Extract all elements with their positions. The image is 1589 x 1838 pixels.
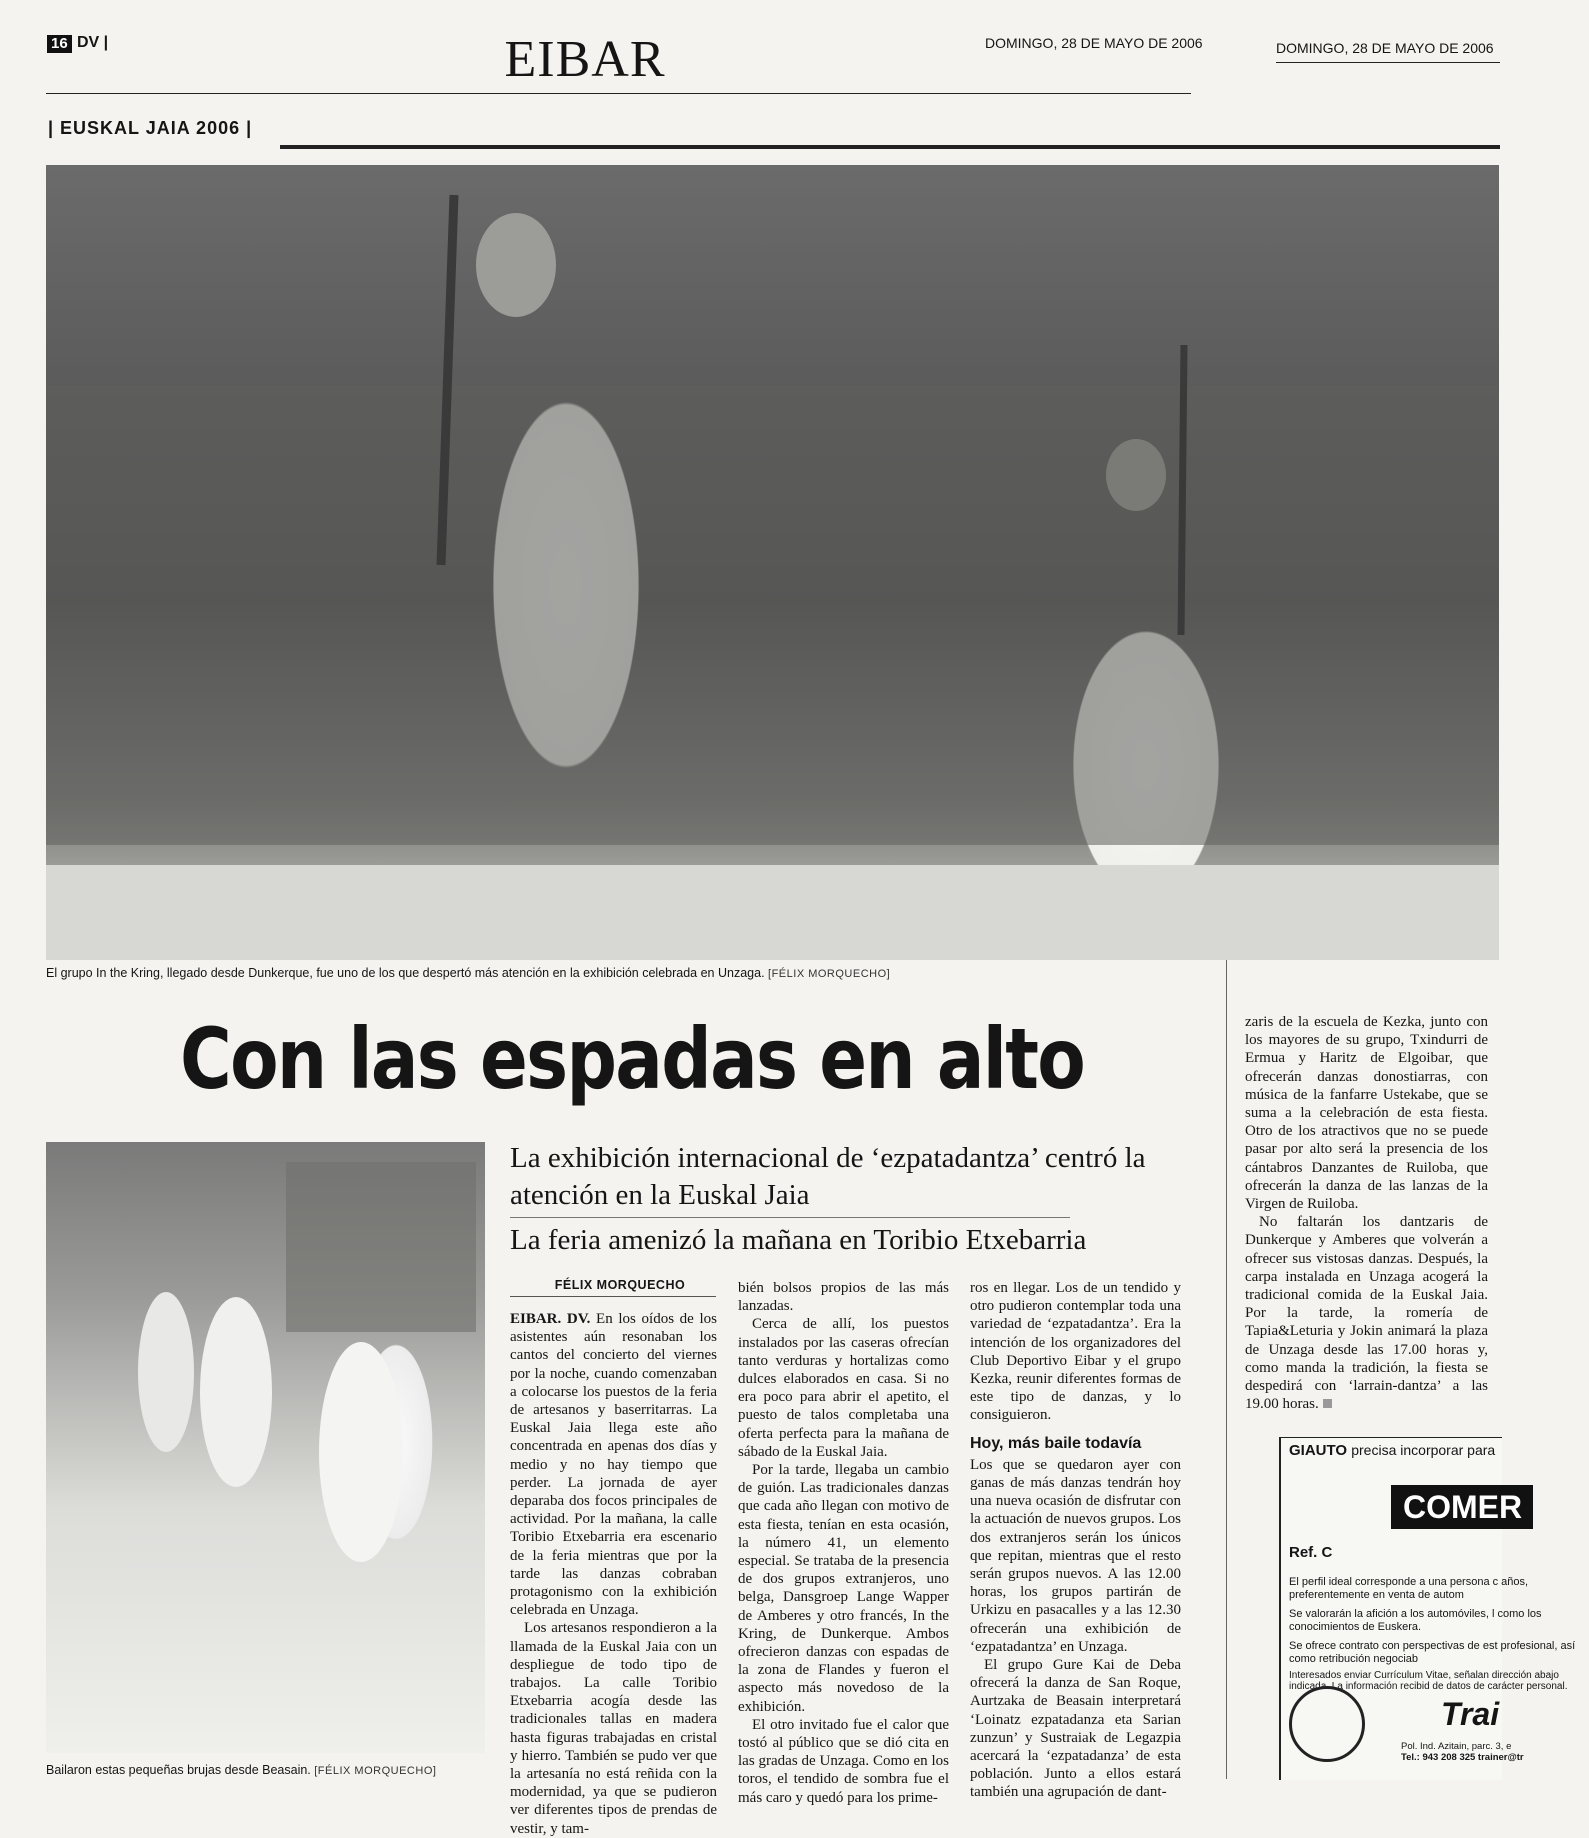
article-paragraph: Por la tarde, llegaba un cambio de guión. Las tradicionales danzas que cada año llegan con motivo de esta fiesta, tenían en esta ocasión, la número 41, un elemento especial. Se trataba de la presencia de dos grupos extranjeros, uno belga, Dansgroep Lange Wapper de Amberes y otro francés, In the Kring, de Dunkerque. Ambos ofrecieron danzas con espadas de la zona de Flandes y fueron el aspecto más novedoso de la exhibición.: [738, 1462, 949, 1715]
headline: Con las espadas en alto: [180, 1010, 1085, 1108]
ad-text-profile: El perfil ideal corresponde a una persona c años, preferentemente en venta de autom: [1289, 1576, 1529, 1601]
girl-dancer-middle: [200, 1297, 272, 1487]
stage-scaffold: [286, 1162, 476, 1332]
small-photo-illustration: [46, 1142, 485, 1753]
gutter-rule: [1226, 960, 1227, 1779]
article-paragraph: [1245, 1213, 1488, 1413]
article-paragraph: Los artesanos respondieron a la llamada de la Euskal Jaia con un despliegue de todo tipo de trabajos. La calle Toribio Etxebarria acogía desde las tradicionales tallas en madera hasta figuras trabajadas en cristal y hierro. También se pudo ver que la artesanía no está reñida con la modernidad, ya que se pudieron ver diferentes tipos de prendas de vestir, y tam-: [510, 1620, 717, 1837]
ad-phone: Tel.: 943 208 325 trainer@tr: [1401, 1752, 1524, 1763]
article-subhead: Hoy, más baile todavía: [970, 1434, 1142, 1452]
ad-text-apply: Interesados enviar Currículum Vitae, señalan dirección abajo indicada. La información recibid de datos de carácter personal.: [1289, 1670, 1568, 1692]
header-rule-right: [1276, 62, 1500, 63]
article-paragraph: El grupo Gure Kai de Deba ofrecerá la danza de San Roque, Aurtzaka de Beasain interpretará ‘Loinatz ezpatadanza eta Sarian zunzun’ y Sustraiak de Legazpia acercará la ‘ezpatadanza’ de esta población. Junto a ellos estará también una agrupación de dant-: [970, 1657, 1181, 1801]
ad-text-offer: Se ofrece contrato con perspectivas de est profesional, así como retribución negociab: [1289, 1640, 1576, 1665]
dancer-sword-right: [1181, 345, 1184, 635]
small-photo-caption-text: Bailaron estas pequeñas brujas desde Beasain.: [46, 1763, 311, 1777]
ad-reference: Ref. C: [1289, 1544, 1333, 1561]
ad-logo-text: Trai: [1441, 1696, 1500, 1732]
ad-brand: GIAUTO: [1289, 1442, 1348, 1459]
kicker-rule: [280, 145, 1500, 149]
section-title: EIBAR: [504, 31, 666, 88]
subhead-second: La feria amenizó la mañana en Toribio Etxebarria: [510, 1224, 1087, 1256]
dancer-head: [476, 213, 556, 317]
article-column-1: [510, 1310, 717, 1838]
main-photo-credit: [FÉLIX MORQUECHO]: [768, 968, 891, 980]
ad-tagline: precisa incorporar para: [1351, 1442, 1496, 1458]
main-photo-caption: [46, 966, 1196, 980]
girl-dancer-back: [138, 1292, 194, 1452]
subhead-rule: [510, 1217, 1070, 1218]
dancer-head-back: [1106, 439, 1166, 511]
article-paragraph-text: En los oídos de los asistentes aún resonaban los cantos del concierto del viernes por la noche, cuando comenzaban a colocarse los puestos de la feria de artesanos y baserritarras. La Euskal Jaia llega este año concentrada en apenas dos días y medio y no hay tiempo que perder. La jornada de ayer deparaba dos focos principales de actividad. Por la mañana, la calle Toribio Etxebarria era escenario de la feria mientras que por la tarde las danzas cobraban protagonismo con la exhibición celebrada en Unzaga.: [510, 1311, 717, 1619]
ad-header: [1289, 1442, 1495, 1459]
crowd-stands: [46, 385, 1499, 845]
ad-text-skills: Se valorarán la afición a los automóviles, l como los conocimientos de Euskera.: [1289, 1608, 1542, 1633]
stage-floor: [46, 865, 1499, 960]
paper-name: DV |: [77, 34, 109, 51]
article-paragraph: Los que se quedaron ayer con ganas de más danzas tendrán hoy una nueva ocasión de disfrutar con la actuación de nuevos grupos. Los dos extranjeros serán los únicos que repitan, mientras que el resto serán grupos nuevos. A las 12.00 horas, los grupos partirán de Urkizu en pasacalles y a las 12.30 ofrecerán una exhibición de ‘ezpatadantza’ en Unzaga.: [970, 1456, 1181, 1655]
article-column-4: [1245, 1013, 1488, 1413]
job-advertisement: [1279, 1437, 1576, 1780]
dateline: EIBAR. DV.: [510, 1311, 591, 1327]
subhead-first: La exhibición internacional de ‘ezpatadantza’ centró la atención en la Euskal Jaia: [510, 1142, 1146, 1211]
article-paragraph: [510, 1310, 717, 1619]
article-paragraph: ros en llegar. Los de un tendido y otro pudieron contemplar toda una variedad de ‘ezpatadantza’. Era la intención de los organizadores del Club Deportivo Eibar y el grupo Kezka, reunir diferentes formas de este tipo de danzas, y lo consiguieron.: [970, 1280, 1181, 1424]
article-paragraph-text: No faltarán los dantzaris de Dunkerque y Amberes que volverán a ofrecer sus vistosas danzas. Después, la carpa instalada en Unzaga acogerá la tradicional comida de la Euskal Jaia. Por la tarde, la romería de Tapia&Leturia y Jokin animará la plaza de Unzaga desde las 17.00 horas y, como manda la tradición, la fiesta se despedirá con ‘larrain-dantza’ a las 19.00 horas.: [1245, 1214, 1488, 1413]
ad-big-word: COMER: [1391, 1485, 1533, 1529]
header-rule-left: [46, 93, 1191, 94]
date-right: DOMINGO, 28 DE MAYO DE 2006: [1276, 40, 1494, 56]
article-paragraph: zaris de la escuela de Kezka, junto con los mayores de su grupo, Txindurri de Ermua y Haritz de Elgoibar, que ofrecerán danzas donostiarras, con música de la fanfarre Ustekabe, que se suma a la celebración de esta fiesta. Otro de los atractivos que no se puede pasar por alto será la presencia de los cántabros Danzantes de Ruiloba, que ofrecerán la danza de las lanzas de la Virgen de Ruiloba.: [1245, 1014, 1488, 1213]
main-photo-sword-dancers: [46, 165, 1499, 960]
article-column-2: [738, 1279, 949, 1807]
ad-logo-mark-icon: [1289, 1686, 1365, 1762]
page-number: 16: [47, 35, 72, 53]
main-photo-illustration: [46, 165, 1499, 960]
article-column-3: [970, 1279, 1181, 1802]
small-photo-credit: [FÉLIX MORQUECHO]: [314, 1765, 437, 1777]
section-kicker: | EUSKAL JAIA 2006 |: [48, 118, 253, 138]
article-paragraph: Cerca de allí, los puestos instalados por las caseras ofrecían tanto verduras y hortalizas como dulces elaborados en casa. Si no era poco para abrir el apetito, el puesto de talos completaba una oferta perfecta para la mañana de sábado de la Euskal Jaia.: [738, 1316, 949, 1460]
article-paragraph: El otro invitado fue el calor que tostó al público que se dió cita en las gradas de Unzaga. Como en los toros, el tendido de sombra fue el más caro y quedó para los prime-: [738, 1716, 949, 1806]
date-left: DOMINGO, 28 DE MAYO DE 2006: [985, 35, 1203, 51]
byline: FÉLIX MORQUECHO: [554, 1278, 686, 1292]
ad-address: Pol. Ind. Azitain, parc. 3, e: [1401, 1741, 1512, 1752]
end-mark-icon: [1323, 1399, 1332, 1408]
small-photo-young-dancers: [46, 1142, 485, 1753]
byline-rule: [510, 1296, 716, 1297]
main-photo-caption-text: El grupo In the Kring, llegado desde Dunkerque, fue uno de los que despertó más atención en la exhibición celebrada en Unzaga.: [46, 966, 765, 980]
small-photo-caption: [46, 1763, 486, 1777]
girl-dancer-front: [319, 1342, 403, 1562]
paper-name-label: DV: [77, 34, 100, 51]
article-paragraph: bién bolsos propios de las más lanzadas.: [738, 1280, 949, 1315]
